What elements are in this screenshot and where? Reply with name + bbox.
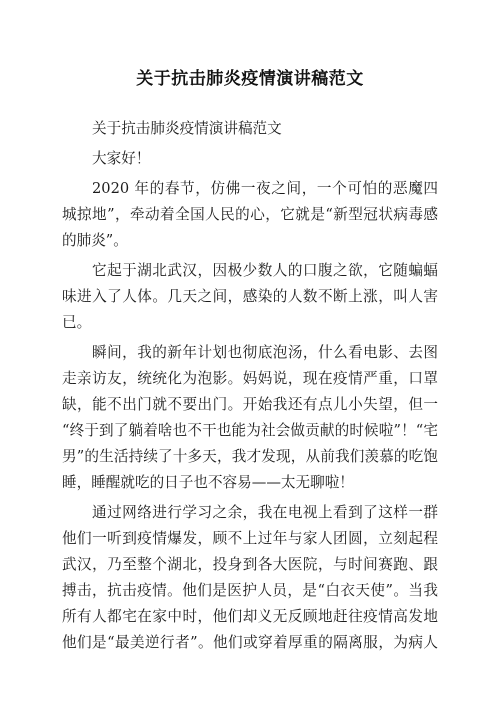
text-line: 武汉，乃至整个湖北，投身到各大医院，与时间赛跑、跟: [62, 556, 438, 573]
paragraph: [62, 146, 438, 172]
text-line: 男”的生活持续了十多天，我才发现，从前我们羡慕的吃饱: [62, 448, 438, 465]
document-body: [62, 116, 438, 656]
paragraph: [62, 176, 438, 254]
text-line: 通过网络进行学习之余，我在电视上看到了这样一群: [92, 504, 438, 521]
text-line: 它起于湖北武汉，因极少数人的口腹之欲，它随蝙蝠: [92, 262, 438, 279]
text-line: 味进入了人体。几天之间，感染的人数不断上涨，叫人害: [62, 288, 438, 305]
paragraph: [62, 340, 438, 496]
text-line: 大家好！: [92, 150, 151, 167]
text-line: “终于到了躺着啥也不干也能为社会做贡献的时候啦”！“宅: [62, 422, 438, 439]
text-line: 走亲访友，统统化为泡影。妈妈说，现在疫情严重，口罩: [62, 370, 438, 387]
text-line: 关于抗击肺炎疫情演讲稿范文: [92, 120, 282, 137]
text-line: 2020 年的春节，仿佛一夜之间，一个可怕的恶魔四: [92, 180, 438, 197]
text-line: 搏击，抗击疫情。他们是医护人员，是“白衣天使”。当我: [62, 582, 438, 599]
text-line: 缺，能不出门就不要出门。开始我还有点儿小失望，但一: [62, 396, 438, 413]
text-line: 瞬间，我的新年计划也彻底泡汤，什么看电影、去图: [92, 344, 438, 361]
text-line: 的肺炎”。: [62, 232, 128, 249]
text-line: 已。: [62, 314, 92, 331]
text-line: 睡，睡醒就吃的日子也不容易——太无聊啦！: [62, 474, 354, 491]
text-line: 他们一听到疫情爆发，顾不上过年与家人团圆，立刻起程: [62, 530, 438, 547]
paragraph: [62, 116, 438, 142]
text-line: 城掠地”，牵动着全国人民的心，它就是“新型冠状病毒感: [62, 206, 438, 223]
text-line: 他们是“最美逆行者”。他们或穿着厚重的隔离服，为病人: [62, 634, 438, 651]
document-title: 关于抗击肺炎疫情演讲稿范文: [136, 69, 364, 89]
paragraph: [62, 500, 438, 656]
paragraph: [62, 258, 438, 336]
text-line: 所有人都宅在家中时，他们却义无反顾地赶往疫情高发地: [62, 608, 438, 625]
